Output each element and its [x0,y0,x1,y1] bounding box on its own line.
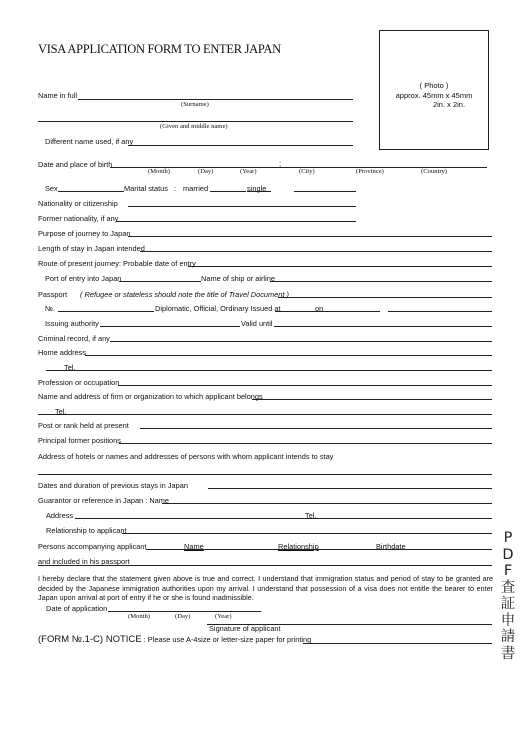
passport-note-field[interactable] [278,297,492,298]
name-in-full-label: Name in full [38,91,78,100]
firm-field[interactable] [252,399,492,400]
criminal-record-field[interactable] [110,341,492,342]
length-of-stay-label: Length of stay in Japan intended [38,244,145,253]
passport-number-label: №. [45,304,55,313]
purpose-label: Purpose of journey to Japan [38,229,131,238]
passport-number-field[interactable] [58,311,154,312]
passport-type-label: Diplomatic, Official, Ordinary Issued at [155,304,281,313]
nationality-field[interactable] [128,206,356,207]
profession-field[interactable] [118,385,492,386]
app-year-caption: (Year) [215,613,232,620]
notice-underline [303,643,492,644]
ship-airline-label: Name of ship or airline [201,274,275,283]
day-caption: (Day) [198,168,214,175]
app-day-caption: (Day) [175,613,191,620]
different-name-field[interactable] [128,145,353,146]
relationship-applicant-field[interactable] [122,533,492,534]
sex-label: Sex [45,184,58,193]
province-caption: (Province) [356,168,384,175]
issued-on-label: on [315,304,324,313]
notice-text: : Please use A-4size or letter-size paper for printing [141,635,312,644]
former-nationality-field[interactable] [116,221,356,222]
previous-stays-label: Dates and duration of previous stays in Japan [38,481,188,490]
different-name-label: Different name used, if any [45,137,134,146]
passport-note: ( Refugee or stateless should note the title of Travel Document ) [80,290,289,299]
guarantor-name-field[interactable] [162,503,492,504]
watermark-char: 証 [500,596,516,612]
married-field[interactable] [210,191,246,192]
watermark-char: 書 [500,645,516,662]
issuing-authority-label: Issuing authority [45,319,99,328]
criminal-record-label: Criminal record, if any [38,334,110,343]
route-label: Route of present journey: Probable date of entry [38,259,196,268]
hotels-field[interactable] [38,474,492,475]
signature-label: Signature of applicant [209,624,281,633]
guarantor-label: Guarantor or reference in Japan : Name [38,496,170,505]
photo-size-mm: approx. 45mm x 45mm [395,90,473,100]
form-number: (FORM №.1-C) NOTICE [38,634,142,645]
port-of-entry-field[interactable] [119,281,201,282]
principal-positions-label: Principal former positions [38,436,121,445]
declaration-text: I hereby declare that the statement given above is true and correct. I understand that immigration status and period of stay to be granted are decided by the Japanese immigration authorities upon my arrival. I understand that possession of a visa does not entitle the bearer to enter Japan upon arrival at port of entry if he or she is found inadmissible. [38,574,493,602]
post-label: Post or rank held at present [38,421,129,430]
form-title: VISA APPLICATION FORM TO ENTER JAPAN [38,42,281,56]
issued-at-field[interactable] [275,311,380,312]
single-option[interactable]: single [247,184,267,193]
previous-stays-field[interactable] [208,488,492,489]
watermark-char: 査 [500,579,516,596]
home-address-field[interactable] [85,355,492,356]
former-nationality-label: Former nationality, if any [38,214,119,223]
firm-tel-field[interactable] [38,414,492,415]
guarantor-address-label: Address [46,511,74,520]
country-caption: (Country) [421,168,448,175]
accompanying-name-header: Name [184,542,204,551]
issued-on-field[interactable] [388,311,492,312]
passport-label: Passport [38,290,68,299]
valid-until-field[interactable] [274,326,492,327]
route-field[interactable] [188,266,492,267]
app-month-caption: (Month) [128,613,150,620]
marital-extra-field[interactable] [294,191,356,192]
guarantor-address-field[interactable] [75,518,492,519]
photo-label-line1: ( Photo ) [419,81,449,90]
watermark-char: 申 [500,612,516,629]
sex-field[interactable] [58,191,124,192]
valid-until-label: Valid until [241,319,273,328]
principal-positions-field[interactable] [119,443,492,444]
accompanying-field-2[interactable] [38,565,492,566]
dob-place-label: Date and place of birth [38,160,113,169]
included-passport-label: and included in his passport [38,557,130,566]
guarantor-tel-label: Tel. [305,511,317,520]
port-of-entry-label: Port of entry into Japan [45,274,122,283]
home-address-label: Home address [38,348,87,357]
profession-label: Profession or occupation [38,378,120,387]
watermark-char: 請 [500,629,516,645]
dob-semicolon: ; [279,159,282,168]
nationality-label: Nationality or citizenship [38,199,118,208]
accompanying-birthdate-header: Birthdate [376,542,406,551]
firm-label: Name and address of firm or organization to which applicant belongs [38,392,263,401]
form-notice [38,634,311,645]
watermark-char: P [503,530,513,546]
given-name-caption: (Given and middle name) [160,123,228,130]
post-field[interactable] [140,428,492,429]
photo-size-in: 2in. x 2in. [432,100,466,109]
month-caption: (Month) [148,168,170,175]
watermark-char: D [502,546,514,563]
single-underline [247,191,271,192]
marital-colon: : [174,184,177,193]
home-tel-field[interactable] [46,370,492,371]
vertical-watermark [496,530,520,662]
accompanying-relationship-header: Relationship [278,542,319,551]
accompanying-field-1[interactable] [146,549,492,550]
purpose-field[interactable] [128,236,492,237]
relationship-applicant-label: Relationship to applicant [46,526,127,535]
issuing-authority-field[interactable] [100,326,240,327]
photo-label [379,81,489,110]
given-name-field[interactable] [38,121,353,122]
firm-tel-label: Tel. [55,407,67,416]
surname-caption: (Surname) [181,101,209,108]
length-of-stay-field[interactable] [140,251,492,252]
surname-field[interactable] [78,99,353,100]
ship-airline-field[interactable] [270,281,492,282]
hotels-label: Address of hotels or names and addresses of persons with whom applicant intends to stay [38,452,334,461]
city-caption: (City) [299,168,315,175]
date-of-application-label: Date of application [46,604,108,613]
watermark-char: F [503,563,513,579]
married-option[interactable]: married [183,184,209,193]
year-caption: (Year) [240,168,257,175]
marital-status-label: Marital status [124,184,168,193]
home-tel-label: Tel. [64,363,76,372]
accompanying-label: Persons accompanying applicant [38,542,147,551]
date-of-application-field[interactable] [108,611,261,612]
